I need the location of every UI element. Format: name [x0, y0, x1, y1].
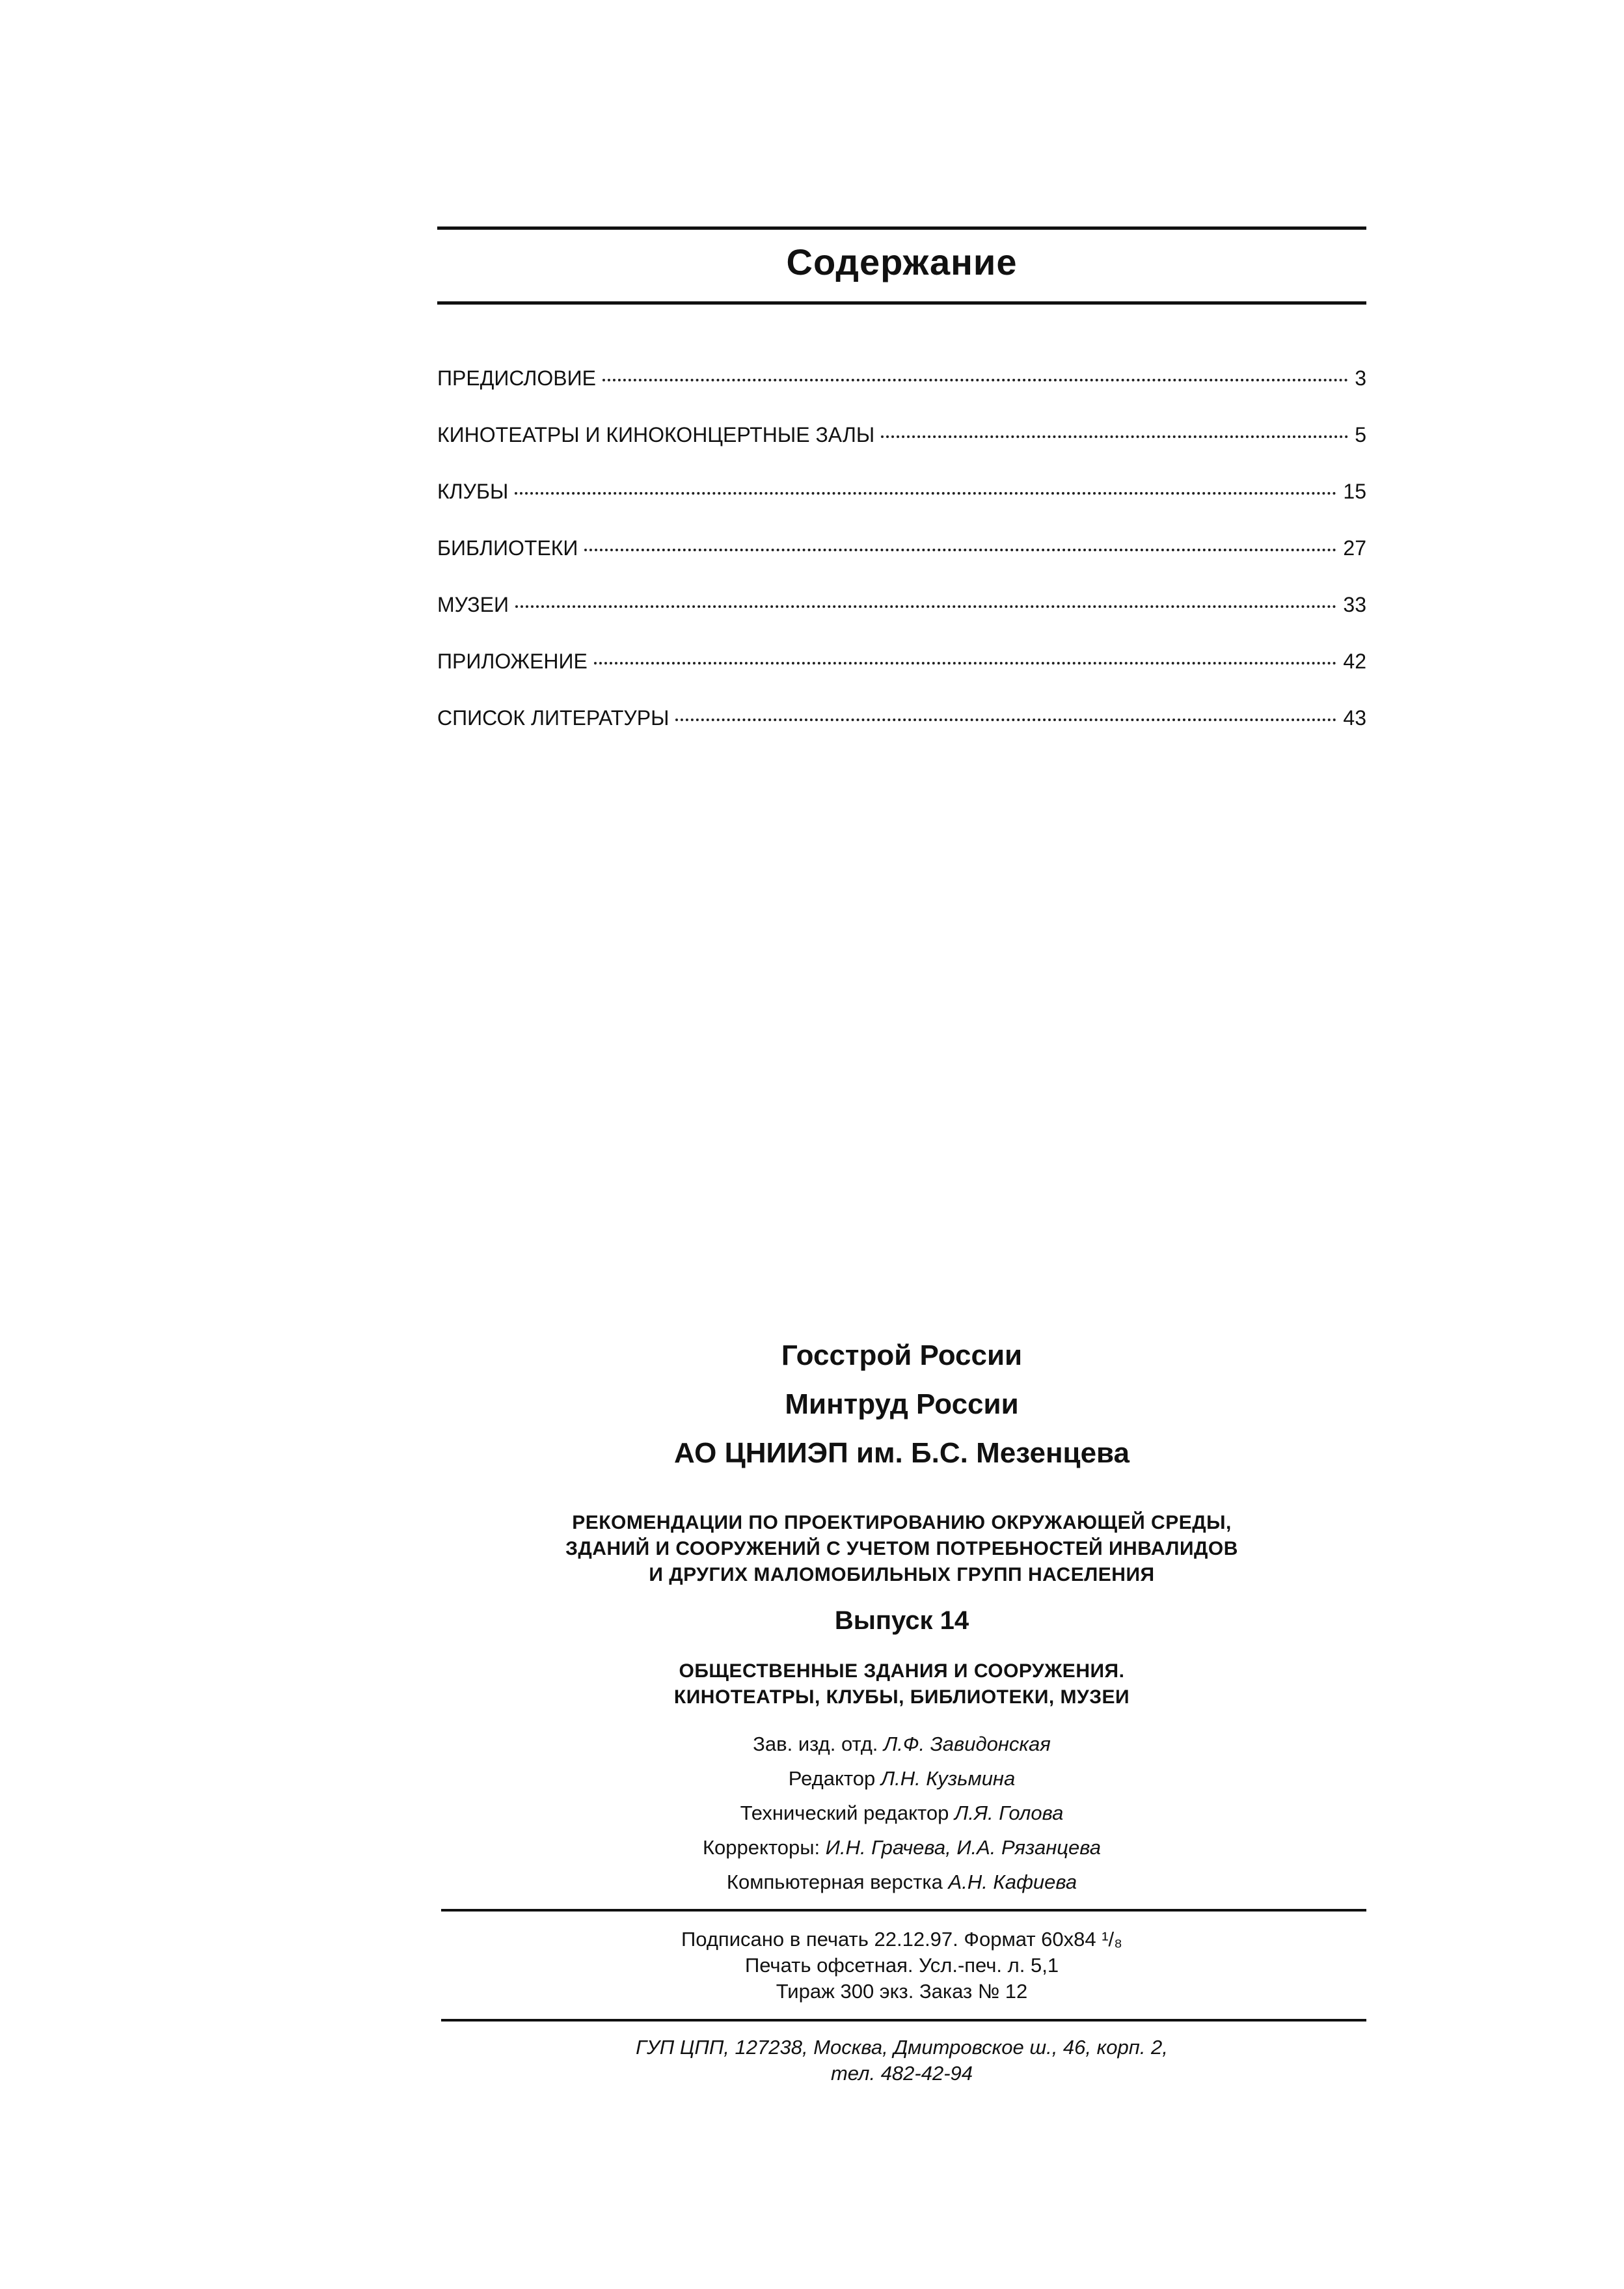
issue-subtitle-line: ОБЩЕСТВЕННЫЕ ЗДАНИЯ И СООРУЖЕНИЯ. [679, 1660, 1125, 1682]
imprint-top-rule [441, 1909, 1366, 1912]
toc-entry-label: СПИСОК ЛИТЕРАТУРЫ [437, 706, 670, 730]
toc-entry-page: 15 [1343, 480, 1366, 503]
toc-leader-dots [515, 492, 1336, 495]
credit-line [437, 1871, 1366, 1894]
credit-name: А.Н. Кафиева [948, 1871, 1077, 1893]
credit-name: Л.Н. Кузьмина [880, 1767, 1016, 1790]
issue-number: Выпуск 14 [834, 1606, 969, 1635]
credit-role: Компьютерная верстка [726, 1871, 943, 1893]
credit-name: Л.Ф. Завидонская [884, 1733, 1051, 1755]
imprint [437, 1926, 1366, 2005]
toc-leader-dots [675, 719, 1336, 721]
toc-entry-label: БИБЛИОТЕКИ [437, 536, 578, 560]
series-title-line: ЗДАНИЙ И СООРУЖЕНИЙ С УЧЕТОМ ПОТРЕБНОСТЕЙ ИНВАЛИДОВ [565, 1538, 1238, 1559]
toc-entry-page: 33 [1343, 593, 1366, 616]
series-title-line: РЕКОМЕНДАЦИИ ПО ПРОЕКТИРОВАНИЮ ОКРУЖАЮЩЕЙ СРЕДЫ, [572, 1512, 1232, 1533]
imprint-line: Тираж 300 экз. Заказ № 12 [776, 1980, 1028, 2003]
publisher-top-rule [441, 2019, 1366, 2022]
series-title-line: И ДРУГИХ МАЛОМОБИЛЬНЫХ ГРУПП НАСЕЛЕНИЯ [649, 1564, 1155, 1585]
toc-entry-label: КЛУБЫ [437, 480, 509, 503]
credit-name: И.Н. Грачева, И.А. Рязанцева [825, 1836, 1101, 1859]
credit-role: Технический редактор [740, 1802, 949, 1824]
toc-entry[interactable] [437, 706, 1366, 745]
credit-line [437, 1733, 1366, 1756]
toc-entry-page: 3 [1355, 366, 1366, 390]
publisher-info [437, 2035, 1366, 2087]
publisher-line: ГУП ЦПП, 127238, Москва, Дмитровское ш., 46, корп. 2, [636, 2036, 1168, 2059]
toc-entry-label: ПРЕДИСЛОВИЕ [437, 366, 596, 390]
toc-entry[interactable] [437, 423, 1366, 462]
toc-entry-label: МУЗЕИ [437, 593, 509, 616]
credit-line [437, 1836, 1366, 1859]
toc-entry[interactable] [437, 366, 1366, 405]
credit-name: Л.Я. Голова [954, 1802, 1064, 1824]
org-mintrud: Минтруд России [785, 1388, 1019, 1420]
toc-leader-dots [594, 662, 1337, 665]
org-gosstroy: Госстрой России [781, 1339, 1023, 1371]
toc-entry-page: 27 [1343, 536, 1366, 560]
toc-top-rule [437, 226, 1366, 230]
toc-leader-dots [602, 379, 1348, 381]
credit-role: Корректоры: [702, 1836, 820, 1859]
toc-leader-dots [584, 549, 1336, 551]
credit-line [437, 1767, 1366, 1790]
publisher-line: тел. 482-42-94 [830, 2062, 973, 2085]
toc-entry[interactable] [437, 650, 1366, 689]
toc-leader-dots [881, 435, 1348, 438]
toc-entry[interactable] [437, 536, 1366, 575]
credit-role: Зав. изд. отд. [753, 1733, 878, 1755]
series-title [437, 1510, 1366, 1588]
toc-leader-dots [515, 605, 1336, 608]
toc-entry[interactable] [437, 593, 1366, 632]
org-institute: АО ЦНИИЭП им. Б.С. Мезенцева [673, 1437, 1130, 1469]
credit-line [437, 1802, 1366, 1825]
toc-entry-label: ПРИЛОЖЕНИЕ [437, 650, 588, 673]
imprint-line: Подписано в печать 22.12.97. Формат 60х84 ¹/₈ [681, 1928, 1122, 1951]
toc-entry-page: 5 [1355, 423, 1366, 446]
imprint-line: Печать офсетная. Усл.-печ. л. 5,1 [744, 1954, 1059, 1977]
toc-entry-label: КИНОТЕАТРЫ И КИНОКОНЦЕРТНЫЕ ЗАЛЫ [437, 423, 875, 446]
toc-entry[interactable] [437, 480, 1366, 519]
toc-bottom-rule [437, 301, 1366, 305]
credit-role: Редактор [788, 1767, 876, 1790]
toc-title: Содержание [786, 241, 1018, 282]
issue-subtitle-line: КИНОТЕАТРЫ, КЛУБЫ, БИБЛИОТЕКИ, МУЗЕИ [673, 1686, 1130, 1708]
issue-subtitle [437, 1658, 1366, 1710]
toc-entry-page: 43 [1343, 706, 1366, 730]
toc-entry-page: 42 [1343, 650, 1366, 673]
